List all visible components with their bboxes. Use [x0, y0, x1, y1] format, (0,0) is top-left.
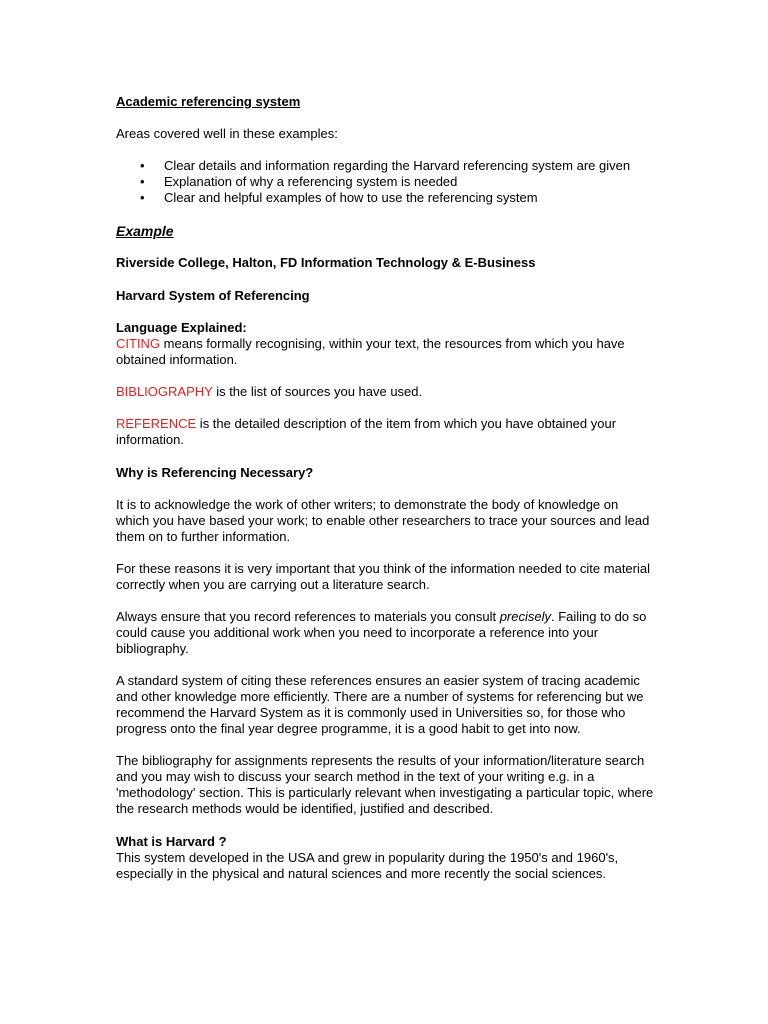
citing-definition: [116, 336, 654, 368]
language-heading: Language Explained:: [116, 320, 247, 335]
intro-text: Areas covered well in these examples:: [116, 126, 338, 141]
list-item: • Explanation of why a referencing system is needed: [140, 174, 654, 190]
paragraph-reasons: For these reasons it is very important that you think of the information needed to cite material correctly when you are carrying out a literature search.: [116, 561, 650, 592]
citing-text: means formally recognising, within your text, the resources from which you have obtained information.: [116, 336, 625, 367]
para3-after: . Failing to do so could cause you additional work when you need to incorporate a reference into your bibliography.: [116, 609, 647, 656]
para3-before: Always ensure that you record references to materials you consult: [116, 609, 500, 624]
paragraph-acknowledge: It is to acknowledge the work of other writers; to demonstrate the body of knowledge on which you have based your work; to enable other researchers to trace your sources and lead them on to further information.: [116, 497, 650, 544]
bibliography-definition: [116, 384, 654, 400]
citing-term: CITING: [116, 336, 161, 351]
why-heading: Why is Referencing Necessary?: [116, 465, 314, 480]
para3-emphasis: precisely: [499, 609, 551, 624]
list-item: • Clear and helpful examples of how to use the referencing system: [140, 190, 654, 206]
reference-term: REFERENCE: [116, 416, 197, 431]
bullet-list: [116, 158, 654, 206]
list-item: • Clear details and information regarding the Harvard referencing system are given: [140, 158, 654, 174]
college-line: Riverside College, Halton, FD Information Technology & E-Business: [116, 255, 536, 270]
paragraph-bibliography: The bibliography for assignments represents the results of your information/literature search and you may wish to discuss your search method in the text of your writing e.g. in a 'methodology' section. This is particularly relevant when investigating a particular topic, where the research methods would be identified, justified and described.: [116, 753, 654, 816]
reference-text: is the detailed description of the item from which you have obtained your information.: [116, 416, 617, 447]
system-heading: Harvard System of Referencing: [116, 288, 310, 303]
paragraph-history: This system developed in the USA and grew in popularity during the 1950's and 1960's, especially in the physical and natural sciences and more recently the social sciences.: [116, 850, 619, 881]
document-title: Academic referencing system: [116, 94, 301, 109]
bibliography-text: is the list of sources you have used.: [212, 384, 423, 399]
paragraph-precisely: [116, 609, 654, 657]
reference-definition: [116, 416, 654, 448]
bibliography-term: BIBLIOGRAPHY: [116, 384, 213, 399]
paragraph-standard-system: A standard system of citing these references ensures an easier system of tracing academic and other knowledge more efficiently. There are a number of systems for referencing but we recommend the Harvard System as it is commonly used in Universities so, for those who progress onto the final year degree programme, it is a good habit to get into now.: [116, 673, 644, 736]
example-heading: Example: [116, 223, 174, 239]
harvard-heading: What is Harvard ?: [116, 834, 227, 849]
